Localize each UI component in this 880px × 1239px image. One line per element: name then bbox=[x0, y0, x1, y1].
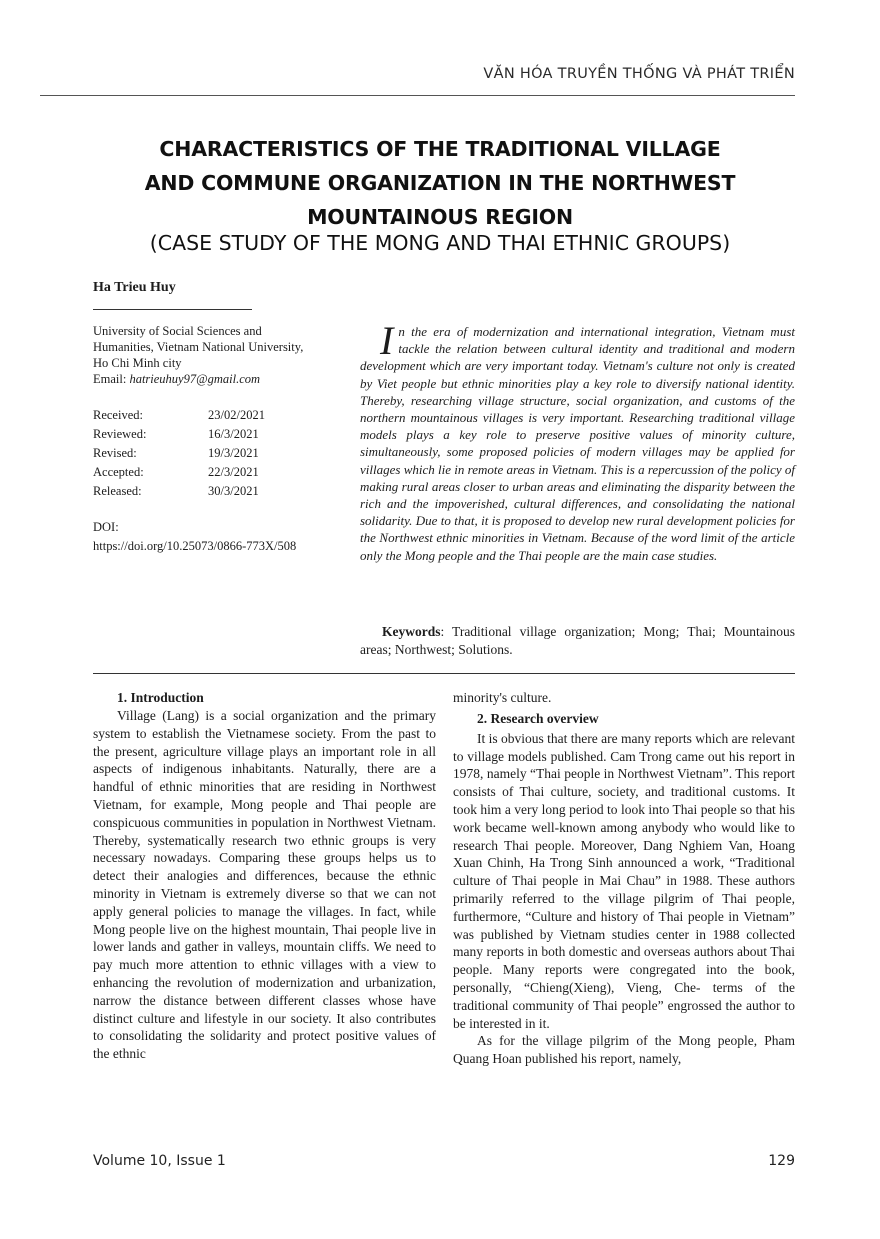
date-row-revised bbox=[93, 445, 265, 464]
author-name: Ha Trieu Huy bbox=[93, 280, 176, 295]
section-heading-introduction: 1. Introduction bbox=[117, 690, 204, 705]
doi-link[interactable]: https://doi.org/10.25073/0866-773X/508 bbox=[93, 539, 297, 553]
date-value: 30/3/2021 bbox=[208, 484, 259, 498]
date-label: Reviewed: bbox=[93, 427, 147, 441]
date-row-reviewed bbox=[93, 426, 265, 445]
title-line: MOUNTAINOUS REGION bbox=[307, 205, 573, 229]
author-divider bbox=[93, 309, 252, 310]
date-row-received bbox=[93, 407, 265, 426]
body-paragraph: Village (Lang) is a social organization and the primary system to establish the Vietnamese society. From the past to the present, agriculture village plays an important role in all aspects of indigenous inhabitants. Naturally, there are a handful of ethnic minorities that are residing in Northwest Vietnam, for example, Mong people and Thai people are conspicuous communities in population in Northwest Vietnam. Thereby, systematically research two ethnic groups is very necessary nowadays. Comparing these groups helps us to detect their analogies and differences, because the ethnic minority in Vietnam is extremely diverse so that we can not apply general policies to manage the villages. In fact, while Mong people live on the highest mountain, Thai people live in lower lands and gather in valleys, mountain cliffs. We need to pay much more attention to ethnic villages with a view to enhancing the revolution of modernization and urbanization, narrow the distance between different classes whose have distinct culture and lifestyle in our society. It also contributes to consolidating the solidarity and protect positive values of the ethnic bbox=[93, 708, 436, 1062]
abstract-text: n the era of modernization and international integration, Vietnam must tackle the relation between cultural identity and traditional and modern development which are very important today. Vietnam's culture not only is created by Viet people but ethnic minorities play a key role to diversify national identity. Thereby, researching village structure, social organization, and customs of the northern mountainous villages is very important. Researching traditional village models plays a key role to preserve positive values of minority culture, simultaneously, some proposed policies of modern villages may be applied for villages which lie in remote areas in Vietnam. This is a repercussion of the policy of making rural areas closer to urban areas and eliminating the disparity between the rich and the impoverished, cultural differences, and consolidating the national solidarity. Due to that, it is proposed to develop new rural development policies for the Northwest ethnic minorities in Vietnam. Because of the word limit of the article only the Mong people and the Thai people are the main case studies. bbox=[360, 324, 795, 563]
abstract bbox=[360, 318, 795, 564]
article-title bbox=[40, 132, 840, 234]
keywords-text: : Traditional village organization; Mong; Thai; Mountainous areas; Northwest; Solutions. bbox=[360, 624, 795, 657]
date-row-released bbox=[93, 483, 265, 502]
date-label: Accepted: bbox=[93, 465, 144, 479]
body-column-right bbox=[453, 689, 795, 1068]
doi-block bbox=[93, 518, 296, 556]
section-divider bbox=[93, 673, 795, 674]
date-value: 23/02/2021 bbox=[208, 408, 265, 422]
date-value: 19/3/2021 bbox=[208, 446, 259, 460]
journal-section-title: VĂN HÓA TRUYỀN THỐNG VÀ PHÁT TRIỂN bbox=[483, 66, 795, 82]
running-header bbox=[40, 62, 795, 96]
email-label: Email: bbox=[93, 372, 130, 386]
dates-block bbox=[93, 407, 265, 502]
title-line: CHARACTERISTICS OF THE TRADITIONAL VILLAGE bbox=[159, 137, 721, 161]
footer-page-number: 129 bbox=[768, 1153, 795, 1169]
email-address[interactable]: hatrieuhuy97@gmail.com bbox=[129, 372, 261, 386]
keywords bbox=[360, 623, 795, 659]
title-line: AND COMMUNE ORGANIZATION IN THE NORTHWEST bbox=[144, 171, 736, 195]
email-line bbox=[93, 371, 343, 387]
doi-label: DOI: bbox=[93, 520, 119, 534]
affiliation-line: Humanities, Vietnam National University, bbox=[93, 340, 304, 354]
body-paragraph: It is obvious that there are many reports which are relevant to village models published. Cam Trong came out his report in 1978, namely “Thai people in Northwest Vietnam”. This report consists of Thai culture, society, and traditional customs. It took him a very long period to look into Thai people so that his work became well-known among anybody who would like to research Thai people. Moreover, Dang Nghiem Van, Hoang Xuan Chinh, Ha Trong Sinh announced a work, “Traditional culture of Thai people in Mai Chau” in 1988. These authors primarily referred to the village pilgrim of Thai people, furthermore, “Culture and history of Thai people in Vietnam” was published by Vietnam studies center in 1988 collected many reports in both domestic and overseas authors about Thai people. Many reports were congregated into the book, personally, “Chieng(Xieng), Vieng, Che- terms of the traditional community of Thai people” engrossed the author to be interested in it. bbox=[453, 730, 795, 1031]
date-label: Released: bbox=[93, 484, 142, 498]
affiliation-block bbox=[93, 323, 343, 387]
affiliation-line: University of Social Sciences and bbox=[93, 324, 262, 338]
section-heading-research-overview: 2. Research overview bbox=[477, 710, 599, 726]
date-row-accepted bbox=[93, 464, 265, 483]
date-value: 16/3/2021 bbox=[208, 427, 259, 441]
keywords-label: Keywords bbox=[382, 624, 441, 639]
abstract-drop-cap: I bbox=[380, 318, 394, 363]
date-value: 22/3/2021 bbox=[208, 465, 259, 479]
footer-volume: Volume 10, Issue 1 bbox=[93, 1153, 226, 1169]
date-label: Revised: bbox=[93, 446, 137, 460]
affiliation-line: Ho Chi Minh city bbox=[93, 356, 182, 370]
article-subtitle: (CASE STUDY OF THE MONG AND THAI ETHNIC GROUPS) bbox=[149, 231, 731, 255]
date-label: Received: bbox=[93, 408, 143, 422]
body-paragraph-continued: minority's culture. bbox=[453, 690, 552, 705]
body-column-left bbox=[93, 689, 436, 1063]
body-paragraph: As for the village pilgrim of the Mong people, Pham Quang Hoan published his report, namely, bbox=[453, 1033, 795, 1067]
